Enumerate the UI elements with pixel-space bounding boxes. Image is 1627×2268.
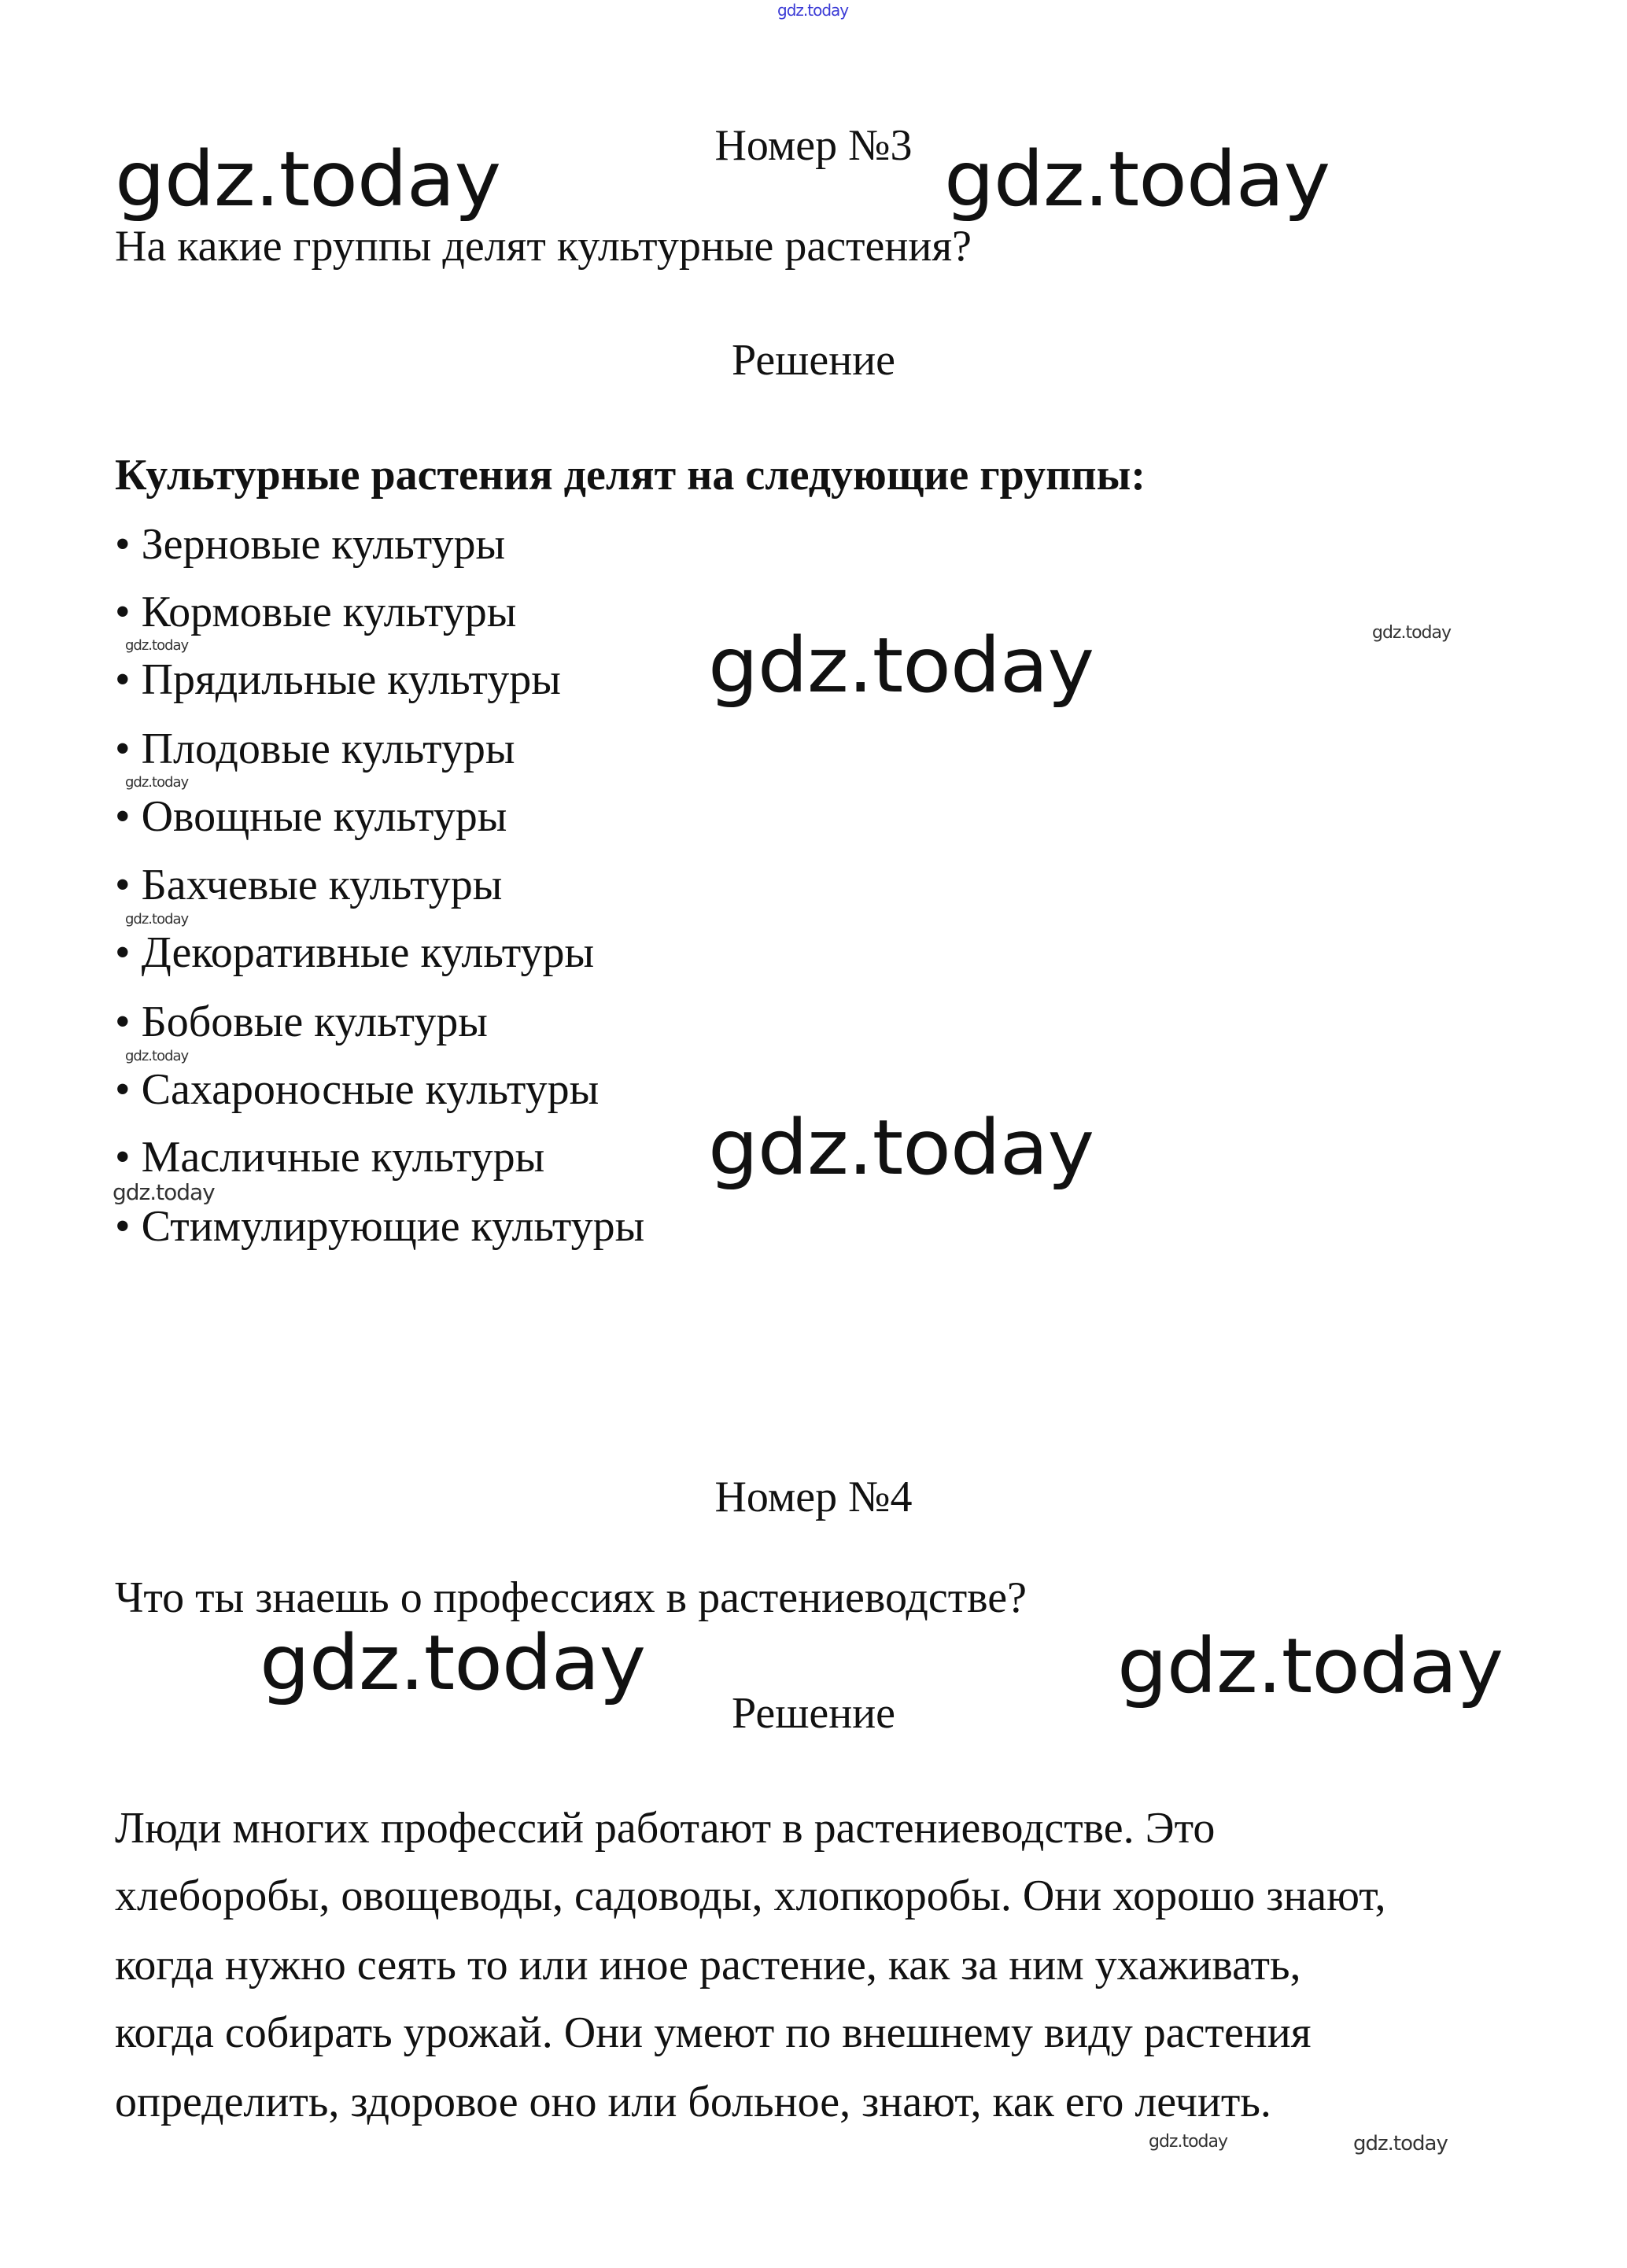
watermark: gdz.today (1353, 2132, 1448, 2156)
paragraph-line: когда собирать урожай. Они умеют по внешнему виду растения (115, 2008, 1312, 2057)
list-item: • Стимулирующие культуры (115, 1202, 645, 1251)
section-4-title: Номер №4 (714, 1473, 913, 1521)
watermark: gdz.today (1149, 2132, 1228, 2152)
section-3-heading: Культурные растения делят на следующие группы: (115, 451, 1146, 500)
watermark: gdz.today (1372, 623, 1452, 643)
list-item: • Плодовые культуры (115, 725, 515, 773)
list-item: • Бобовые культуры (115, 998, 488, 1046)
section-3-title: Номер №3 (714, 121, 913, 170)
watermark: gdz.today (944, 135, 1330, 223)
watermark: gdz.today (1117, 1622, 1503, 1710)
watermark: gdz.today (115, 135, 501, 223)
list-item: • Овощные культуры (115, 792, 507, 841)
section-3-question: На какие группы делят культурные растения? (115, 222, 972, 271)
list-item: • Масличные культуры (115, 1133, 545, 1182)
list-item: • Бахчевые культуры (115, 861, 503, 909)
section-4-question: Что ты знаешь о профессиях в растениеводстве? (115, 1573, 1027, 1622)
paragraph-line: определить, здоровое оно или больное, знают, как его лечить. (115, 2078, 1271, 2126)
watermark: gdz.today (125, 911, 189, 927)
watermark: gdz.today (113, 1179, 215, 1205)
list-item: • Декоративные культуры (115, 928, 595, 977)
paragraph-line: Люди многих профессий работают в растениеводстве. Это (115, 1804, 1216, 1853)
watermark: gdz.today (125, 1048, 189, 1064)
list-item: • Прядильные культуры (115, 655, 561, 704)
watermark: gdz.today (125, 774, 189, 791)
watermark-top: gdz.today (777, 1, 849, 20)
section-3-solution-label: Решение (731, 336, 896, 385)
section-4-solution-label: Решение (731, 1689, 896, 1738)
list-item: • Кормовые культуры (115, 588, 517, 636)
watermark: gdz.today (708, 621, 1094, 710)
list-item: • Зерновые культуры (115, 520, 506, 569)
watermark: gdz.today (708, 1104, 1094, 1192)
paragraph-line: когда нужно сеять то или иное растение, как за ним ухаживать, (115, 1941, 1301, 1990)
paragraph-line: хлеборобы, овощеводы, садоводы, хлопкоробы. Они хорошо знают, (115, 1872, 1386, 1920)
watermark: gdz.today (260, 1619, 646, 1707)
watermark: gdz.today (125, 637, 189, 654)
list-item: • Сахароносные культуры (115, 1065, 600, 1114)
